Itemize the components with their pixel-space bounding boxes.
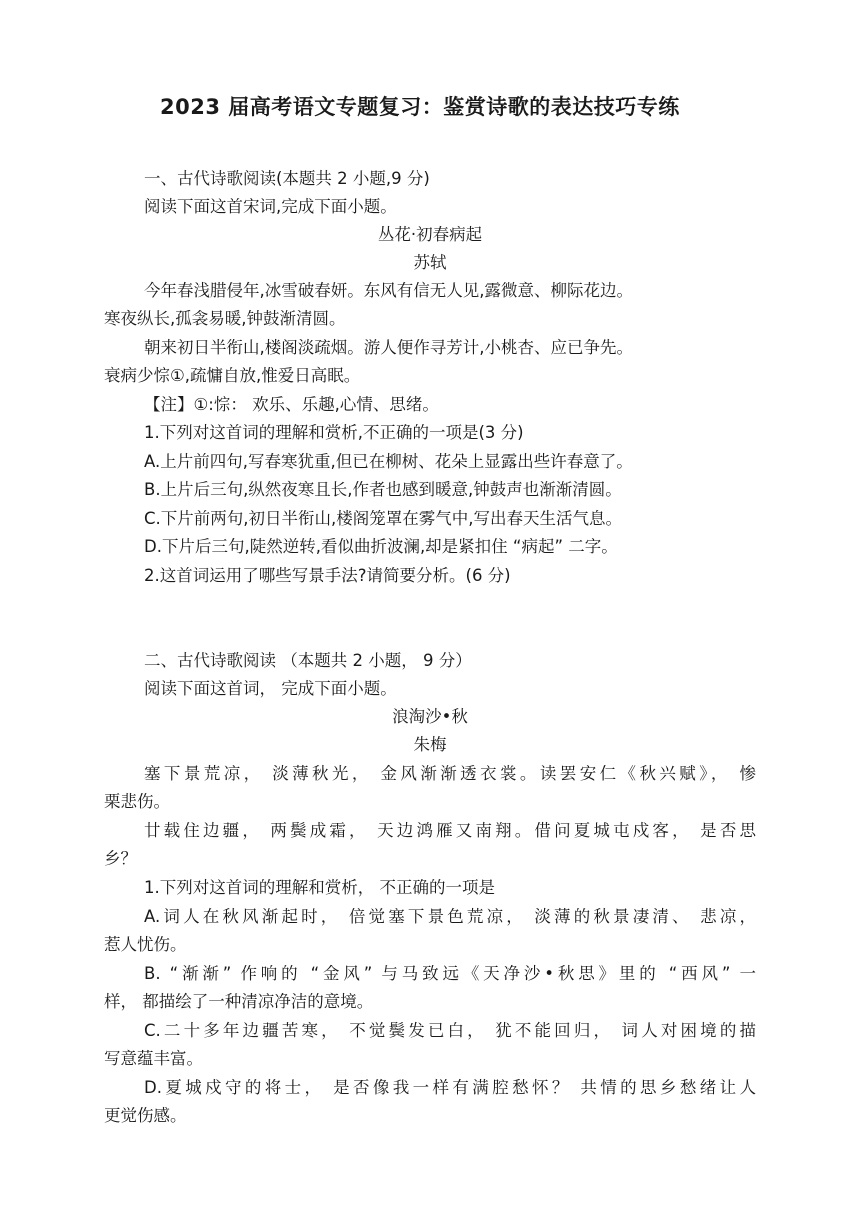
poem-line: 栗悲伤。 bbox=[104, 792, 170, 811]
poem-title: 浪淘沙•秋 bbox=[392, 707, 468, 726]
question-1: 1.下列对这首词的理解和赏析,不正确的一项是(3 分) bbox=[144, 423, 524, 442]
question-2: 2.这首词运用了哪些写景手法?请简要分析。(6 分) bbox=[144, 566, 511, 585]
option-d: D.夏城戍守的将士， 是否像我一样有满腔愁怀？ 共情的思乡愁绪让人 bbox=[144, 1078, 756, 1097]
option-a-cont: 惹人忧伤。 bbox=[104, 935, 187, 954]
poem-author: 朱梅 bbox=[413, 735, 447, 754]
annotation-note: 【注】①:悰： 欢乐、乐趣,心情、思绪。 bbox=[144, 395, 439, 414]
section-heading: 二、古代诗歌阅读 （本题共 2 小题， 9 分） bbox=[144, 651, 472, 670]
instruction-text: 阅读下面这首宋词,完成下面小题。 bbox=[144, 197, 397, 216]
section-heading: 一、古代诗歌阅读(本题共 2 小题,9 分) bbox=[144, 169, 430, 188]
option-a: A.词人在秋风渐起时， 倍觉塞下景色荒凉， 淡薄的秋景凄清、 悲凉， bbox=[144, 907, 756, 926]
poem-line: 廿载住边疆， 两鬓成霜， 天边鸿雁又南翔。借问夏城屯戍客， 是否思 bbox=[144, 821, 756, 840]
option-a: A.上片前四句,写春寒犹重,但已在柳树、花朵上显露出些许春意了。 bbox=[144, 452, 633, 471]
option-b: B. “渐渐” 作响的 “金风” 与马致远《天净沙•秋思》里的 “西风” 一 bbox=[144, 964, 756, 983]
poem-line: 塞下景荒凉， 淡薄秋光， 金风渐渐透衣裳。读罢安仁《秋兴赋》， 惨 bbox=[144, 764, 756, 783]
option-c: C.二十多年边疆苦寒， 不觉鬓发已白， 犹不能回归， 词人对困境的描 bbox=[144, 1021, 756, 1040]
option-c-cont: 写意蕴丰富。 bbox=[104, 1049, 203, 1068]
instruction-text: 阅读下面这首词， 完成下面小题。 bbox=[144, 679, 397, 698]
question-1: 1.下列对这首词的理解和赏析， 不正确的一项是 bbox=[144, 878, 495, 897]
option-d-cont: 更觉伤感。 bbox=[104, 1106, 187, 1125]
poem-line: 寒夜纵长,孤衾易暖,钟鼓渐清圆。 bbox=[104, 309, 346, 328]
poem-line: 乡？ bbox=[104, 849, 137, 868]
poem-line: 朝来初日半衔山,楼阁淡疏烟。游人便作寻芳计,小桃杏、应已争先。 bbox=[144, 338, 633, 357]
poem-line: 衰病少悰①,疏慵自放,惟爱日高眠。 bbox=[104, 366, 361, 385]
page-title: 2023 届高考语文专题复习：鉴赏诗歌的表达技巧专练 bbox=[160, 95, 680, 119]
poem-title: 丛花·初春病起 bbox=[377, 225, 483, 244]
option-c: C.下片前两句,初日半衔山,楼阁笼罩在雾气中,写出春天生活气息。 bbox=[144, 509, 623, 528]
poem-author: 苏轼 bbox=[413, 253, 447, 272]
option-b-cont: 样， 都描绘了一种清凉净洁的意境。 bbox=[104, 992, 374, 1011]
option-d: D.下片后三句,陡然逆转,看似曲折波澜,却是紧扣住 “病起” 二字。 bbox=[144, 537, 618, 556]
poem-line: 今年春浅腊侵年,冰雪破春妍。东风有信无人见,露微意、柳际花边。 bbox=[144, 281, 633, 300]
option-b: B.上片后三句,纵然夜寒且长,作者也感到暖意,钟鼓声也渐渐清圆。 bbox=[144, 480, 622, 499]
